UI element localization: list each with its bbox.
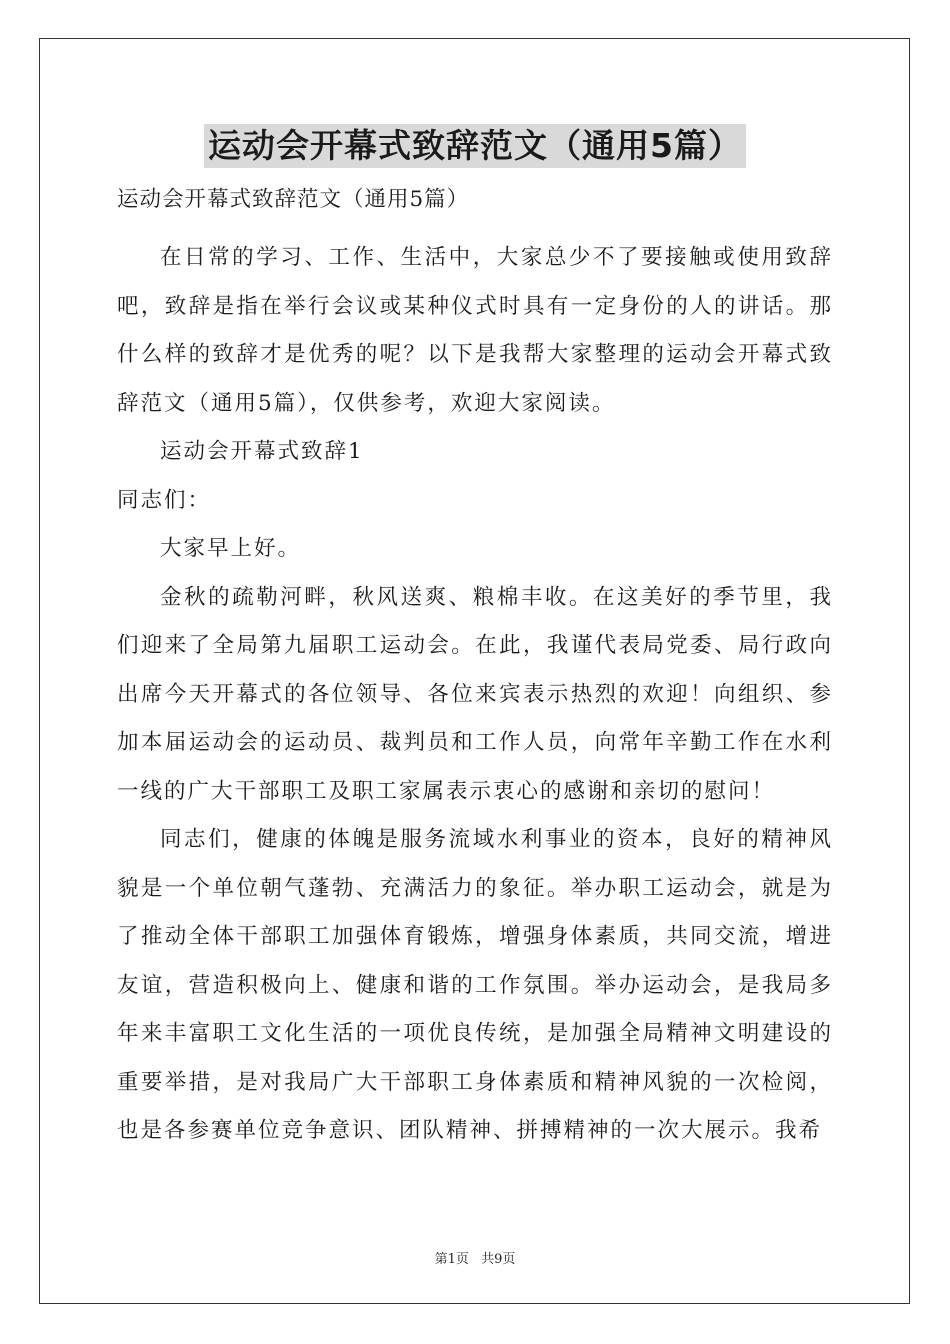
page-footer — [0, 1248, 950, 1267]
salutation: 同志们： — [117, 487, 212, 513]
greeting: 大家早上好。 — [160, 536, 302, 561]
title-container — [0, 124, 950, 168]
document-body — [117, 183, 833, 1156]
document-title: 运动会开幕式致辞范文（通用5篇） — [204, 124, 746, 168]
page-total: 共9页 — [481, 1252, 516, 1267]
body-paragraph: 同志们，健康的体魄是服务流域水利事业的资本，良好的精神风貌是一个单位朝气蓬勃、充满活力的象征。举办职工运动会，就是为了推动全体干部职工加强体育锻炼，增强身体素质，共同交流，增进友谊，营造积极向上、健康和谐的工作氛围。举办运动会，是我局多年来丰富职工文化生活的一项优良传统，是加强全局精神文明建设的重要举措，是对我局广大干部职工身体素质和精神风貌的一次检阅，也是各参赛单位竞争意识、团队精神、拼搏精神的一次大展示。我希 — [117, 827, 833, 1143]
body-paragraph: 金秋的疏勒河畔，秋风送爽、粮棉丰收。在这美好的季节里，我们迎来了全局第九届职工运动会。在此，我谨代表局党委、局行政向出席今天开幕式的各位领导、各位来宾表示热烈的欢迎！向组织、参加本届运动会的运动员、裁判员和工作人员，向常年辛勤工作在水利一线的广大干部职工及职工家属表示衷心的感谢和亲切的慰问！ — [117, 584, 833, 804]
section-heading: 运动会开幕式致辞1 — [160, 439, 364, 464]
page-number: 第1页 — [434, 1252, 469, 1267]
intro-paragraph: 在日常的学习、工作、生活中，大家总少不了要接触或使用致辞吧，致辞是指在举行会议或某种仪式时具有一定身份的人的讲话。那什么样的致辞才是优秀的呢？以下是我帮大家整理的运动会开幕式致辞范文（通用5篇），仅供参考，欢迎大家阅读。 — [117, 245, 833, 416]
document-subtitle: 运动会开幕式致辞范文（通用5篇） — [117, 187, 470, 212]
